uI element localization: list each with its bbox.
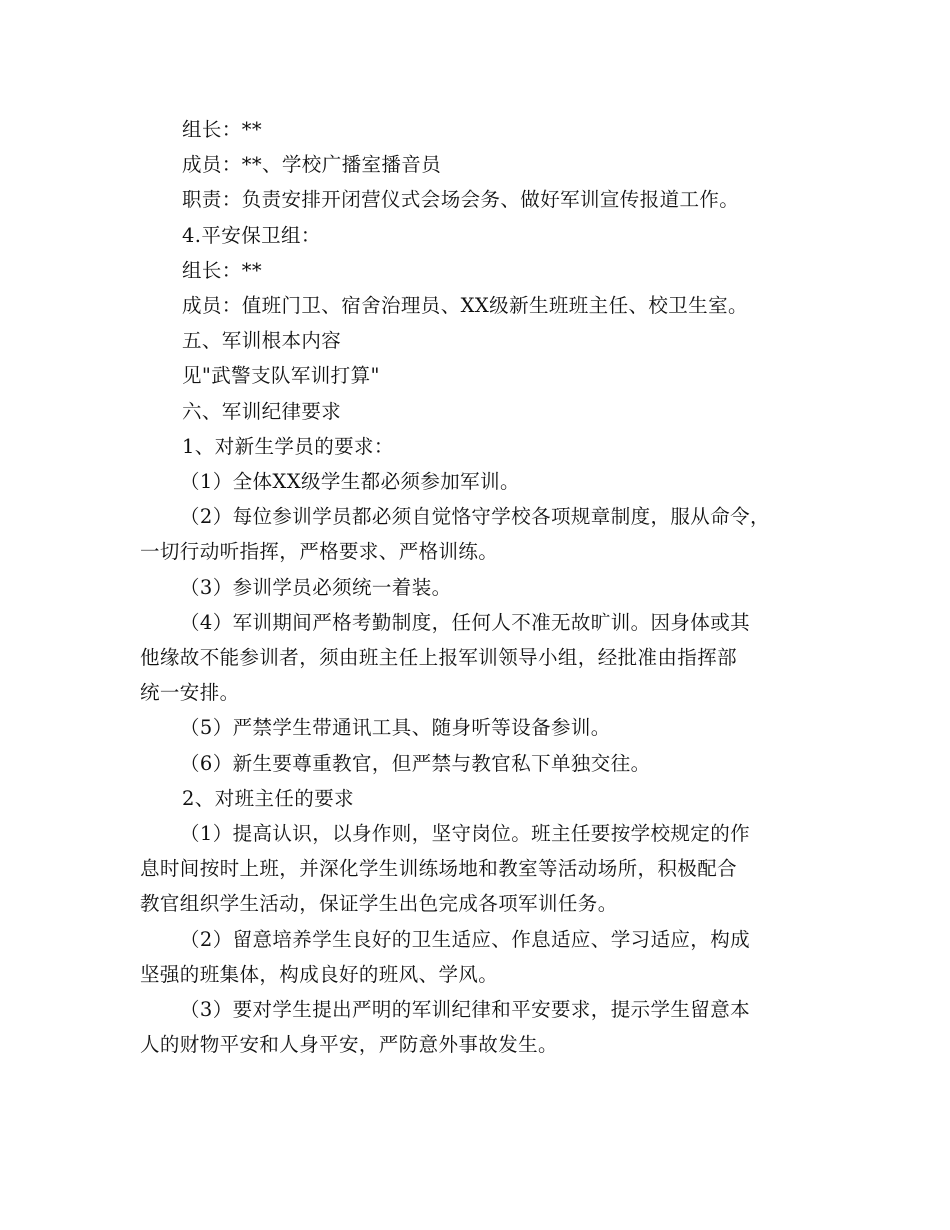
text-line: 职责：负责安排开闭营仪式会场会务、做好军训宣传报道工作。 — [182, 188, 740, 212]
list-item: （6）新生要尊重教官，但严禁与教官私下单独交往。 — [180, 751, 651, 775]
list-item-continuation: 教官组织学生活动，保证学生出色完成各项军训任务。 — [140, 892, 618, 916]
list-item: （4）军训期间严格考勤制度，任何人不准无故旷训。因身体或其 — [180, 610, 751, 634]
list-item-continuation: 一切行动听指挥，严格要求、严格训练。 — [140, 540, 499, 564]
list-item: （1）全体XX级学生都必须参加军训。 — [180, 470, 520, 494]
list-item-continuation: 他缘故不能参训者，须由班主任上报军训领导小组，经批准由指挥部 — [140, 646, 738, 670]
section-heading: 4.平安保卫组： — [182, 223, 321, 247]
subsection-heading: 2、对班主任的要求 — [182, 786, 355, 810]
list-item-continuation: 人的财物平安和人身平安，严防意外事故发生。 — [140, 1033, 558, 1057]
text-line: 组长：** — [182, 258, 263, 282]
document-body — [140, 112, 830, 1062]
list-item: （3）要对学生提出严明的军训纪律和平安要求，提示学生留意本 — [180, 998, 751, 1022]
text-line: 组长：** — [182, 118, 263, 141]
list-item-continuation: 坚强的班集体，构成良好的班风、学风。 — [140, 962, 499, 986]
list-item: （5）严禁学生带通讯工具、随身听等设备参训。 — [180, 716, 611, 740]
list-item: （1）提高认识，以身作则，坚守岗位。班主任要按学校规定的作 — [180, 822, 751, 846]
list-item-continuation: 统一安排。 — [140, 681, 240, 705]
text-line: 成员：**、学校广播室播音员 — [182, 153, 442, 177]
text-line: 见"武警支队军训打算" — [182, 364, 380, 388]
list-item-continuation: 息时间按时上班，并深化学生训练场地和教室等活动场所，积极配合 — [140, 857, 738, 881]
text-line: 成员：值班门卫、宿舍治理员、XX级新生班班主任、校卫生室。 — [182, 294, 748, 318]
list-item: （2）每位参训学员都必须自觉恪守学校各项规章制度，服从命令， — [180, 505, 770, 529]
list-item: （3）参训学员必须统一着装。 — [180, 575, 452, 599]
list-item: （2）留意培养学生良好的卫生适应、作息适应、学习适应，构成 — [180, 927, 751, 951]
section-heading: 六、军训纪律要求 — [182, 399, 342, 423]
subsection-heading: 1、对新生学员的要求： — [182, 434, 394, 458]
section-heading: 五、军训根本内容 — [182, 329, 342, 353]
